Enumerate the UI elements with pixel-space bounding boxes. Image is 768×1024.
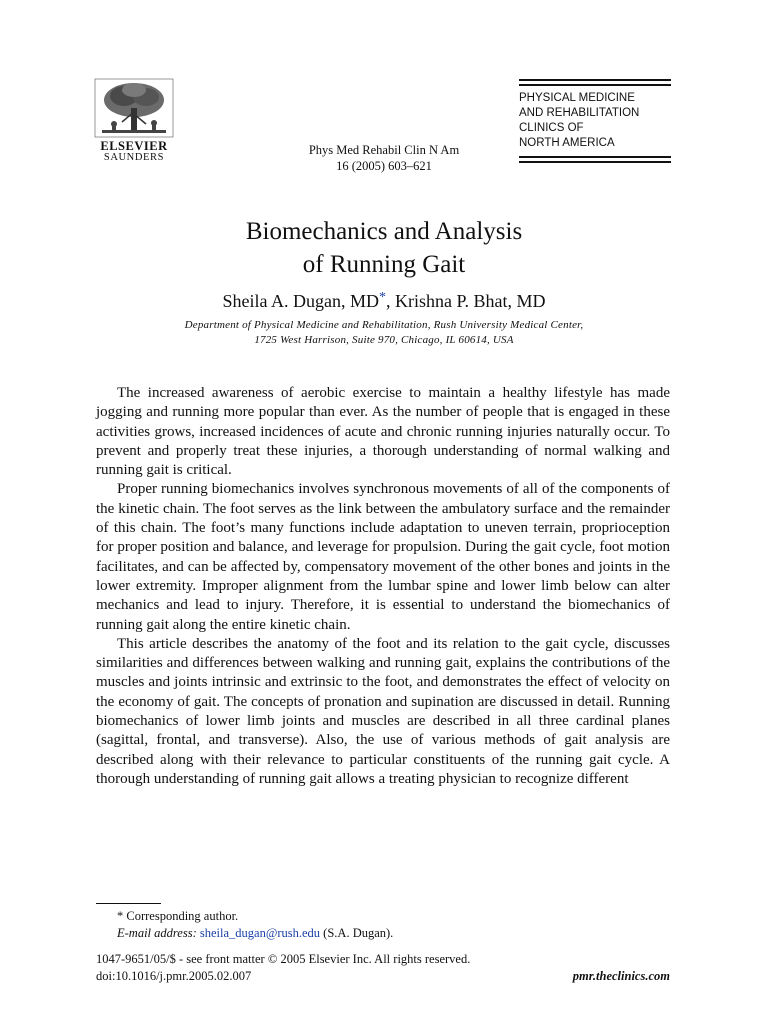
issn-copyright: 1047-9651/05/$ - see front matter © 2005 Elsevier Inc. All rights reserved. bbox=[96, 952, 471, 966]
journal-brand bbox=[519, 79, 671, 163]
publisher-name: ELSEVIER bbox=[100, 139, 168, 153]
author-list bbox=[120, 286, 648, 313]
body-paragraph: The increased awareness of aerobic exercise to maintain a healthy lifestyle has made jogging and running more popular than ever. As the number of people that is engaged in these activities grows, increased incidences of acute and chronic running injuries naturally occur. To prevent and properly treat these injuries, a thorough understanding of normal walking and running gait is critical. bbox=[96, 385, 670, 479]
front-matter-info bbox=[96, 951, 576, 985]
journal-title-line: NORTH AMERICA bbox=[519, 137, 615, 149]
article-body bbox=[96, 384, 670, 789]
body-paragraph: Proper running biomechanics involves synchronous movements of all of the components of the kinetic chain. The foot serves as the link between the ambulatory surface and the remainder of this chain. The foot’s many functions include adaptation to uneven terrain, proprioception for proper position and balance, and leverage for propulsion. During the gait cycle, foot motion facilitates, and can be affected by, compensatory movement of the other bones and joints in the lower extremity. Improper alignment from the lumbar spine and lower limb below can alter mechanics and lead to injury. Therefore, it is essential to understand the biomechanics of running gait along the entire kinetic chain. bbox=[96, 481, 670, 633]
body-paragraph: This article describes the anatomy of the foot and its relation to the gait cycle, discusses similarities and differences between walking and running gait, explains the contributions of the muscles and joints intrinsic and extrinsic to the foot, and demonstrates the effect of velocity on the economy of gait. The concepts of pronation and supination are discussed in detail. Running biomechanics of lower limb joints and muscles are described in all three cardinal planes (sagittal, frontal, and transverse). Also, the use of various methods of gait analysis are described along with their relevance to particular constituents of the running gait cycle. A thorough understanding of running gait allows a treating physician to recognize different bbox=[96, 635, 670, 787]
article-title-line: of Running Gait bbox=[302, 251, 466, 278]
journal-title-line: AND REHABILITATION bbox=[519, 107, 640, 119]
journal-brand-rule bbox=[519, 161, 671, 163]
elsevier-tree-icon bbox=[94, 78, 174, 138]
journal-title-line: PHYSICAL MEDICINE bbox=[519, 92, 635, 104]
corresponding-author-note: * Corresponding author. bbox=[117, 909, 239, 923]
affiliation-line: Department of Physical Medicine and Rehabilitation, Rush University Medical Center, bbox=[184, 319, 584, 331]
email-note bbox=[96, 925, 656, 942]
journal-brand-rule bbox=[519, 84, 671, 86]
footnote-divider bbox=[96, 903, 161, 904]
journal-title-line: CLINICS OF bbox=[519, 122, 584, 134]
author-affiliation bbox=[100, 318, 668, 348]
article-title-line: Biomechanics and Analysis bbox=[245, 218, 523, 245]
corresponding-author-mark[interactable]: * bbox=[378, 290, 386, 305]
email-link[interactable]: sheila_dugan@rush.edu bbox=[199, 926, 321, 940]
footnote bbox=[96, 908, 656, 942]
article-title bbox=[120, 215, 648, 281]
email-label: E-mail address: bbox=[117, 926, 197, 940]
email-owner: (S.A. Dugan). bbox=[323, 926, 394, 940]
affiliation-line: 1725 West Harrison, Suite 970, Chicago, IL 60614, USA bbox=[254, 334, 514, 346]
publisher-imprint: SAUNDERS bbox=[103, 152, 165, 163]
journal-citation bbox=[270, 142, 498, 174]
publisher-logo bbox=[94, 78, 174, 138]
journal-website[interactable]: pmr.theclinics.com bbox=[572, 969, 670, 983]
citation-journal: Phys Med Rehabil Clin N Am bbox=[308, 143, 460, 157]
journal-brand-rule bbox=[519, 156, 671, 158]
journal-title bbox=[519, 91, 671, 151]
citation-volume-pages: 16 (2005) 603–621 bbox=[336, 159, 432, 173]
author-separator: , bbox=[385, 291, 395, 311]
author-name: Sheila A. Dugan, MD bbox=[222, 291, 379, 311]
author-name: Krishna P. Bhat, MD bbox=[394, 291, 546, 311]
journal-brand-rule bbox=[519, 79, 671, 81]
doi[interactable]: doi:10.1016/j.pmr.2005.02.007 bbox=[96, 969, 252, 983]
